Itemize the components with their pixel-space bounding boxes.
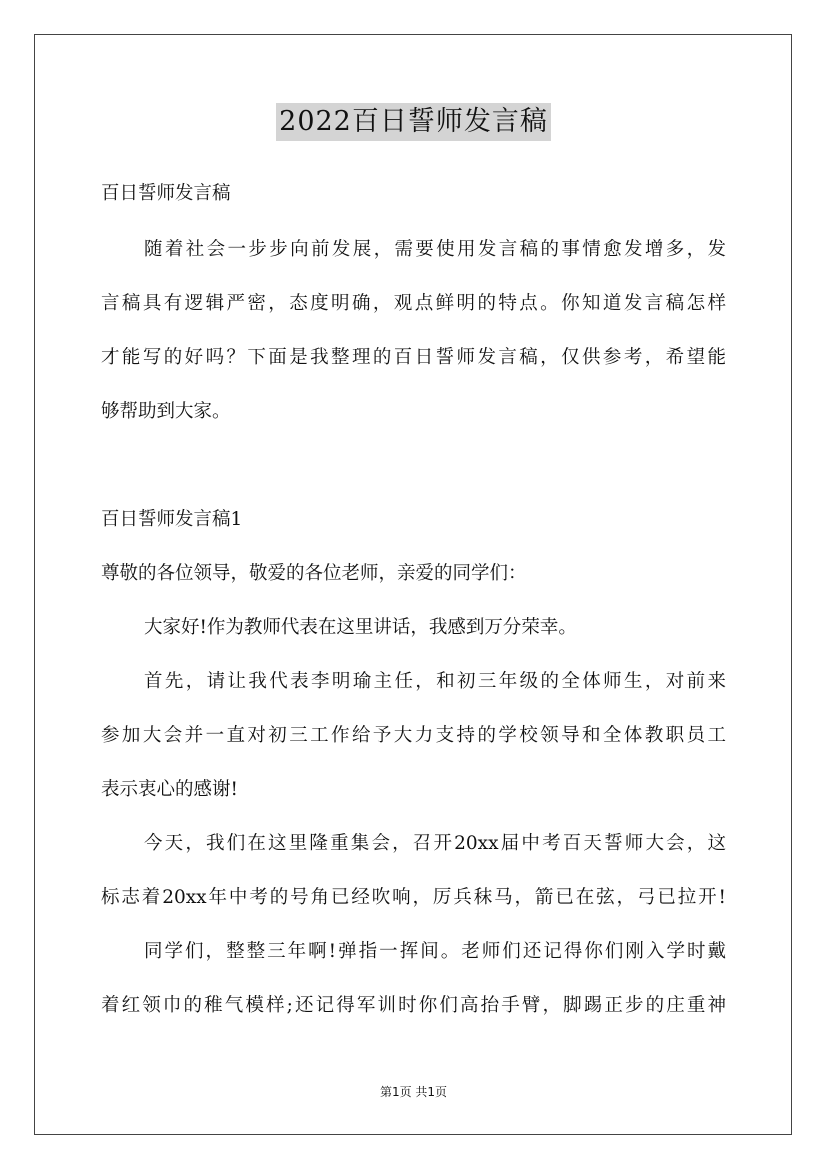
- paragraph-line: 言稿具有逻辑严密，态度明确，观点鲜明的特点。你知道发言稿怎样: [101, 293, 726, 314]
- section-heading: 百日誓师发言稿: [101, 183, 231, 204]
- page-footer: 第1页 共1页: [379, 1085, 448, 1099]
- paragraph-line: 着红领巾的稚气模样;还记得军训时你们高抬手臂，脚踢正步的庄重神: [101, 995, 726, 1016]
- paragraph-line: 随着社会一步步向前发展，需要使用发言稿的事情愈发增多，发: [144, 239, 726, 260]
- section-heading: 百日誓师发言稿1: [101, 509, 243, 530]
- paragraph-line: 同学们，整整三年啊!弹指一挥间。老师们还记得你们刚入学时戴: [144, 941, 726, 962]
- paragraph-line: 够帮助到大家。: [101, 401, 231, 422]
- document-title-text: 2022百日誓师发言稿: [276, 103, 551, 141]
- paragraph-line: 大家好!作为教师代表在这里讲话，我感到万分荣幸。: [144, 617, 577, 638]
- paragraph-line: 表示衷心的感谢!: [101, 779, 238, 800]
- paragraph-line: 参加大会并一直对初三工作给予大力支持的学校领导和全体教职员工: [101, 725, 726, 746]
- paragraph-line: 今天，我们在这里隆重集会，召开20xx届中考百天誓师大会，这: [144, 833, 726, 854]
- document-title: [0, 103, 827, 141]
- paragraph-line: 标志着20xx年中考的号角已经吹响，厉兵秣马，箭已在弦，弓已拉开!: [101, 887, 726, 908]
- salutation-line: 尊敬的各位领导，敬爱的各位老师，亲爱的同学们：: [101, 563, 527, 584]
- paragraph-line: 才能写的好吗？下面是我整理的百日誓师发言稿，仅供参考，希望能: [101, 347, 726, 368]
- paragraph-line: 首先，请让我代表李明瑜主任，和初三年级的全体师生，对前来: [144, 671, 726, 692]
